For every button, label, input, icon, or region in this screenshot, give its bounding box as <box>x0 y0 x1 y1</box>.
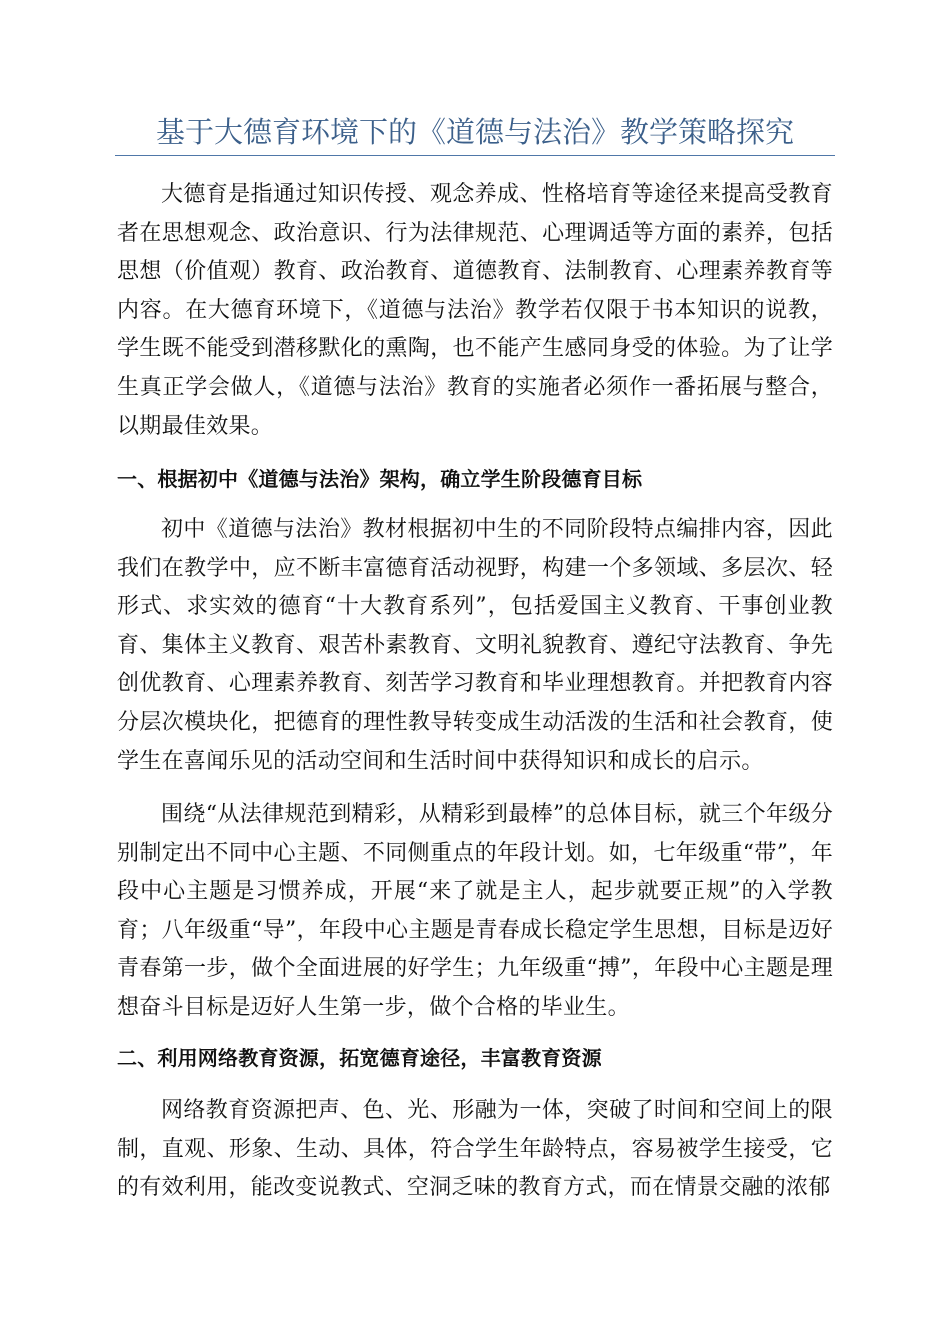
title-underline <box>115 155 835 156</box>
section-heading-1: 一、根据初中《道德与法治》架构，确立学生阶段德育目标 <box>117 467 643 491</box>
paragraph-section-1-b: 围绕“从法律规范到精彩，从精彩到最棒”的总体目标，就三个年级分别制定出不同中心主题、不同侧重点的年段计划。如，七年级重“带”，年段中心主题是习惯养成，开展“来了就是主人，起步就要正规”的入学教育；八年级重“导”，年段中心主题是青春成长稳定学生思想，目标是迈好青春第一步，做个全面进展的好学生；九年级重“搏”，年段中心主题是理想奋斗目标是迈好人生第一步，做个合格的毕业生。 <box>117 802 833 1020</box>
document-title: 基于大德育环境下的《道德与法治》教学策略探究 <box>155 115 794 149</box>
paragraph-section-2-a: 网络教育资源把声、色、光、形融为一体，突破了时间和空间上的限制，直观、形象、生动、具体，符合学生年龄特点，容易被学生接受，它的有效利用，能改变说教式、空洞乏味的教育方式，而在情景交融的浓郁 <box>117 1098 833 1201</box>
section-heading-2: 二、利用网络教育资源，拓宽德育途径，丰富教育资源 <box>117 1046 602 1070</box>
paragraph-intro: 大德育是指通过知识传授、观念养成、性格培育等途径来提高受教育者在思想观念、政治意识、行为法律规范、心理调适等方面的素养，包括思想（价值观）教育、政治教育、道德教育、法制教育、心理素养教育等内容。在大德育环境下，《道德与法治》教学若仅限于书本知识的说教，学生既不能受到潜移默化的熏陶，也不能产生感同身受的体验。为了让学生真正学会做人，《道德与法治》教育的实施者必须作一番拓展与整合，以期最佳效果。 <box>117 182 833 439</box>
paragraph-section-1-a: 初中《道德与法治》教材根据初中生的不同阶段特点编排内容，因此我们在教学中，应不断丰富德育活动视野，构建一个多领域、多层次、轻形式、求实效的德育“十大教育系列”，包括爱国主义教育、干事创业教育、集体主义教育、艰苦朴素教育、文明礼貌教育、遵纪守法教育、争先创优教育、心理素养教育、刻苦学习教育和毕业理想教育。并把教育内容分层次模块化，把德育的理性教导转变成生动活泼的生活和社会教育，使学生在喜闻乐见的活动空间和生活时间中获得知识和成长的启示。 <box>117 517 833 774</box>
